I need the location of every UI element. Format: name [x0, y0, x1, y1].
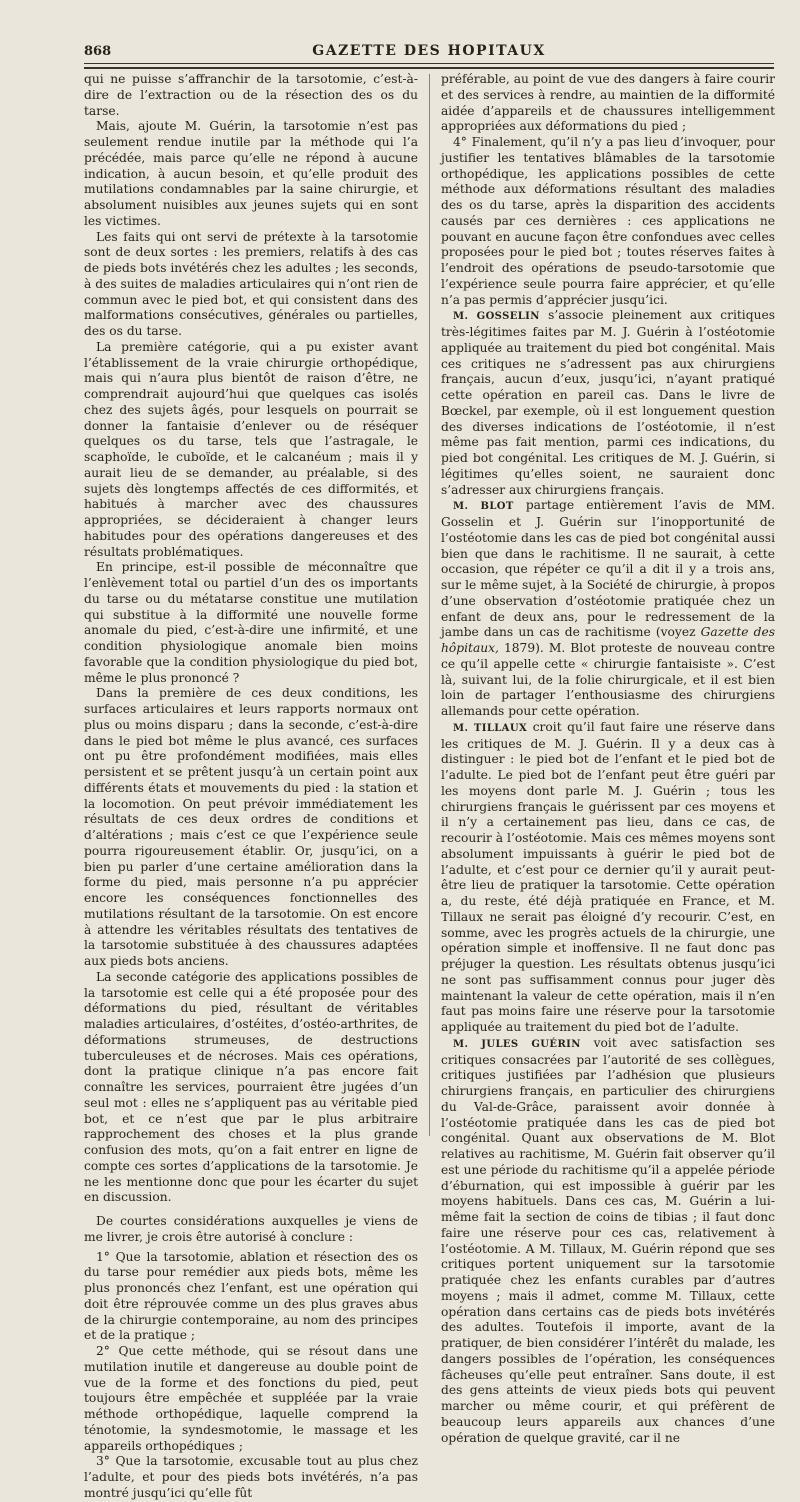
- paragraph: préférable, au point de vue des dangers à faire courir et des services à rendre, au maintien de la difformité aidée d’appareils et de chaussures intelligemment appropriées aux déformations du pied ;: [441, 72, 775, 134]
- paragraph: En principe, est-il possible de méconnaître que l’enlèvement total ou partiel d’un des os importants du tarse ou du métatarse constitue une mutilation qui substitue à la difformité une nouvelle forme anomale du pied, c’est-à-dire une infirmité, et une condition physiologique anomale bien moins favorable que la condition physiologique du pied bot, même le plus prononcé ?: [84, 560, 418, 685]
- speaker-text: voit avec satisfaction ses critiques consacrées par l’autorité de ses collègues, critiques justifiées par l’adhésion que plusieurs chirurgiens français, en particulier des chirurgiens du Val-de-Grâce, paraissent avoir donnée à l’ostéotomie pratiquée dans les cas de pied bot congénital. Quant aux observations de M. Blot relatives au rachitisme, M. Guérin fait observer qu’il est une période du rachitisme qu’il a appelée période d’éburnation, qui est impossible à guérir par les moyens habituels. Dans ces cas, M. Guérin a lui-même fait la section de coins de tibias ; il faut donc faire une réserve pour ces cas, relativement à l’ostéotomie. A M. Tillaux, M. Guérin répond que ses critiques portent uniquement sur la tarsotomie pratiquée chez les enfants curables par d’autres moyens ; mais il admet, comme M. Tillaux, cette opération dans certains cas de pieds bots invétérés des adultes. Toutefois il importe, avant de la pratiquer, de bien considérer l’intérêt du malade, les dangers possibles de l’opération, les conséquences fâcheuses qu’elle peut entraîner. Sans doute, il est des gens atteints de vieux pieds bots qui peuvent marcher ou même courir, et qui préfèrent de beaucoup leurs appareils aux chances d’une opération de quelque gravité, car il ne: [441, 1035, 776, 1445]
- speaker-text: 1879). M. Blot proteste de nouveau contre ce qu’il appelle cette « chirurgie fantaisiste ». C’est là, suivant lui, de la folie chirurgicale, et il est bien loin de partager l’enthousiasme des chirurgiens allemands pour cette opération.: [441, 641, 775, 718]
- right-column: [441, 72, 776, 1445]
- column-divider: [429, 74, 430, 1136]
- speaker-name: M. BLOT: [453, 501, 514, 513]
- paragraph: La seconde catégorie des applications possibles de la tarsotomie est celle qui a été proposée pour des déformations du pied, résultant de véritables maladies articulaires, d’ostéites, d’ostéo-arthrites, de déformations strumeuses, de destructions tuberculeuses et de nécroses. Mais ces opérations, dont la pratique clinique n’a pas encore fait connaître les services, pourraient être jugées d’un seul mot : elles ne s’appliquent pas au véritable pied bot, et ce n’est que par le plus arbitraire rapprochement des choses et la plus grande confusion des mots, qu’on a fait entrer en ligne de compte ces sortes d’applications de la tarsotomie. Je ne les mentionne donc que pour les écarter du sujet en discussion.: [84, 969, 418, 1205]
- speaker-paragraph: [441, 498, 775, 720]
- speaker-paragraph: [441, 308, 775, 498]
- journal-reference: Gazette des hôpitaux,: [441, 625, 775, 655]
- speaker-text: croit qu’il faut faire une réserve dans les critiques de M. J. Guérin. Il y a deux cas à distinguer : le pied bot de l’enfant et le pied bot de l’adulte. Le pied bot de l’enfant peut être guéri par les moyens dont parle M. J. Guérin ; tous les chirurgiens français le guérissent par ces moyens et il n’y a certainement pas lieu, dans ce cas, de recourir à l’ostéotomie. Mais ces mêmes moyens sont absolument impuissants à guérir le pied bot de l’adulte, et c’est pour ce dernier qu’il y aurait peut-être lieu de pratiquer la tarsotomie. Cette opération a, du reste, été déjà pratiquée en France, et M. Tillaux ne serait pas éloigné d’y recourir. C’est, en somme, avec les progrès actuels de la chirurgie, une opération simple et inoffensive. Il ne faut donc pas préjuger la question. Les résultats obtenus jusqu’ici ne sont pas suffisamment connus pour juger dès maintenant la valeur de cette opération, mais il n’en faut pas moins faire une réserve pour la tarsotomie appliquée au traitement du pied bot de l’adulte.: [441, 719, 775, 1034]
- paragraph: Dans la première de ces deux conditions, les surfaces articulaires et leurs rapports normaux ont plus ou moins disparu ; dans la seconde, c’est-à-dire dans le pied bot même le plus avancé, ces surfaces ont pu être profondément modifiées, mais elles persistent et se prêtent jusqu’à un certain point aux différents états et mouvements du pied : la station et la locomotion. On peut prévoir immédiatement les résultats de ces deux ordres de conditions et d’altérations ; mais c’est ce que l’expérience seule pourra rigoureusement établir. Or, jusqu’ici, on a bien pu parler d’une certaine amélioration dans la forme du pied, mais personne n’a pu apprécier encore les conséquences fonctionnelles des mutilations résultant de la tarsotomie. On est encore à attendre les véritables résultats des tentatives de la tarsotomie substituée à des chaussures adaptées aux pieds bots anciens.: [84, 686, 418, 968]
- paragraph: Mais, ajoute M. Guérin, la tarsotomie n’est pas seulement rendue inutile par la méthode qui l’a précédée, mais parce qu’elle ne répond à aucune indication, à aucun besoin, et qu’elle produit des mutilations condamnables par la saine chirurgie, et absolument nuisibles aux jeunes sujets qui en sont les victimes.: [84, 119, 418, 228]
- speaker-name: M. GOSSELIN: [453, 311, 540, 323]
- speaker-text: partage entièrement l’avis de MM. Gosselin et J. Guérin sur l’inopportunité de l’ostéotomie dans les cas de pied bot congénital aussi bien que dans le rachitisme. Il ne saurait, à cette occasion, que répéter ce qu’il a dit il y a trois ans, sur le même sujet, à la Société de chirurgie, à propos d’une observation d’ostéotomie pratiquée chez un enfant de deux ans, pour le redressement de la jambe dans un cas de rachitisme (voyez: [441, 498, 775, 640]
- conclusion-item: 3° Que la tarsotomie, excusable tout au plus chez l’adulte, et pour des pieds bots invétérés, n’a pas montré jusqu’ici qu’elle fût: [84, 1454, 418, 1500]
- speaker-text: s’associe pleinement aux critiques très-légitimes faites par M. J. Guérin à l’ostéotomie appliquée au traitement du pied bot congénital. Mais ces critiques ne s’adressent pas aux chirurgiens français, aucun d’eux, jusqu’ici, n’ayant pratiqué cette opération en pareil cas. Dans le livre de Bœckel, par exemple, où il est longuement question des diverses indications de l’ostéotomie, il n’est même pas fait mention, parmi ces indications, du pied bot congénital. Les critiques de M. J. Guérin, si légitimes qu’elles soient, ne sauraient donc s’adresser aux chirurgiens français.: [441, 308, 775, 497]
- paragraph: Les faits qui ont servi de prétexte à la tarsotomie sont de deux sortes : les premiers, relatifs à des cas de pieds bots invétérés chez les adultes ; les seconds, à des suites de maladies articulaires qui n’ont rien de commun avec le pied bot, et qui consistent dans des malformations consécutives, générales ou partielles, des os du tarse.: [84, 229, 418, 338]
- paragraph: qui ne puisse s’affranchir de la tarsotomie, c’est-à-dire de l’extraction ou de la résection des os du tarse.: [84, 72, 418, 118]
- conclusion-item: 4° Finalement, qu’il n’y a pas lieu d’invoquer, pour justifier les tentatives blâmables de la tarsotomie orthopédique, les applications possibles de cette méthode aux déformations résultant des maladies des os du tarse, après la disparition des accidents causés par ces dernières : ces applications ne pouvant en aucune façon être confondues avec celles proposées pour le pied bot ; toutes réserves faites à l’endroit des opérations de pseudo-tarsotomie que l’expérience seule pourra faire apprécier, et qu’elle n’a pas permis d’apprécier jusqu’ici.: [441, 135, 775, 307]
- conclusion-item: 1° Que la tarsotomie, ablation et résection des os du tarse pour remédier aux pieds bots, même les plus prononcés chez l’enfant, est une opération qui doit être réprouvée comme un des plus graves abus de la chirurgie contemporaine, au nom des principes et de la pratique ;: [84, 1249, 418, 1343]
- speaker-paragraph: [441, 720, 775, 1036]
- speaker-name: M. JULES GUÉRIN: [453, 1038, 581, 1050]
- speaker-name: M. TILLAUX: [453, 722, 528, 734]
- header-rule-thin: [84, 63, 774, 64]
- speaker-paragraph: [441, 1036, 775, 1447]
- left-column: [84, 72, 418, 1500]
- paragraph: La première catégorie, qui a pu exister avant l’établissement de la vraie chirurgie orthopédique, mais qui n’aura plus bientôt de raison d’être, ne comprendrait aujourd’hui que quelques cas isolés chez des sujets âgés, pour lesquels on pourrait se donner la fantaisie d’enlever ou de réséquer quelques os du tarse, tels que l’astragale, le scaphoïde, le cuboïde, et le calcanéum ; mais il y aurait lieu de se demander, au préalable, si des sujets dès longtemps affectés de ces difformités, et habitués à marcher avec des chaussures appropriées, se décideraient à changer leurs habitudes pour des opérations dangereuses et des résultats problématiques.: [84, 339, 418, 559]
- page-number: 868: [84, 44, 112, 59]
- paragraph: De courtes considérations auxquelles je viens de me livrer, je crois être autorisé à conclure :: [84, 1214, 418, 1244]
- conclusion-item: 2° Que cette méthode, qui se résout dans une mutilation inutile et dangereuse au double point de vue de la forme et des fonctions du pied, peut toujours être empêchée et suppléée par la vraie méthode orthopédique, laquelle comprend la ténotomie, la syndesmotomie, le massage et les appareils orthopédiques ;: [84, 1344, 418, 1453]
- header-rule-thick: [84, 67, 774, 69]
- running-title: GAZETTE DES HOPITAUX: [312, 43, 546, 59]
